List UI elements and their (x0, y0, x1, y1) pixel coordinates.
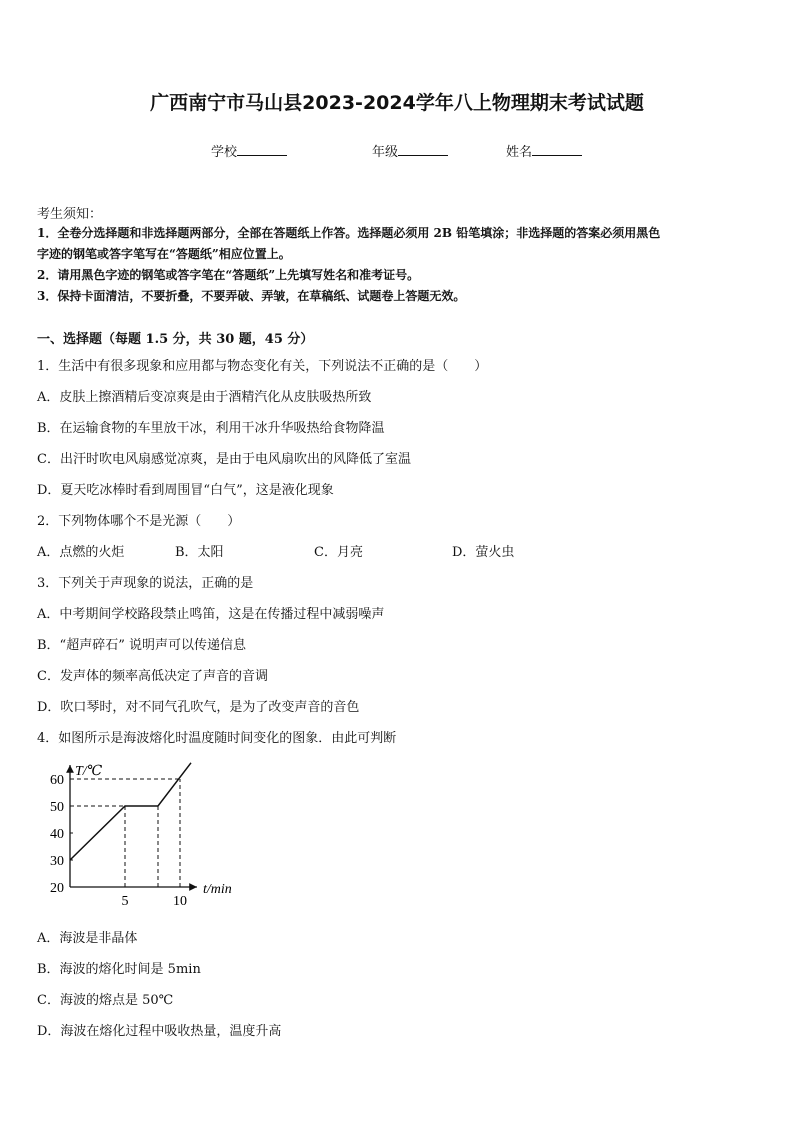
q3-stem: 3．下列关于声现象的说法，正确的是 (37, 576, 254, 591)
q1-option-a[interactable]: A．皮肤上擦酒精后变凉爽是由于酒精汽化从皮肤吸热所致 (37, 390, 372, 405)
y-tick-label: 50 (50, 800, 64, 815)
q4-option-b[interactable]: B．海波的熔化时间是 5min (37, 962, 201, 977)
q4-option-d[interactable]: D．海波在熔化过程中吸收热量，温度升高 (37, 1024, 282, 1039)
notice-line-1a: 1．全卷分选择题和非选择题两部分，全部在答题纸上作答。选择题必须用 2B 铅笔填涂；非选择题的答案必须用黑色 (37, 226, 661, 240)
q1-option-d[interactable]: D．夏天吃冰棒时看到周围冒“白气”，这是液化现象 (37, 483, 334, 498)
y-tick-label: 30 (50, 854, 64, 869)
name-blank[interactable] (532, 142, 582, 156)
q2-option-b[interactable]: B．太阳 (175, 545, 224, 560)
grade-label: 年级 (372, 145, 399, 160)
notice-line-3: 3．保持卡面清洁，不要折叠，不要弄破、弄皱，在草稿纸、试题卷上答题无效。 (37, 289, 466, 303)
notice-line-1b: 字迹的钢笔或答字笔写在“答题纸”相应位置上。 (37, 247, 291, 261)
melting-chart (30, 757, 250, 907)
y-tick-label: 40 (50, 827, 64, 842)
x-axis-label: t/min (203, 882, 232, 897)
school-label: 学校 (211, 145, 238, 160)
notice-line-2: 2．请用黑色字迹的钢笔或答字笔在“答题纸”上先填写姓名和准考证号。 (37, 268, 420, 282)
notice-heading: 考生须知： (37, 207, 103, 222)
q3-option-b[interactable]: B．“超声碎石” 说明声可以传递信息 (37, 638, 246, 653)
q2-stem: 2．下列物体哪个不是光源（ ） (37, 514, 241, 529)
q4-stem: 4．如图所示是海波熔化时温度随时间变化的图象．由此可判断 (37, 731, 397, 746)
q2-option-d[interactable]: D．萤火虫 (452, 545, 515, 560)
section-heading: 一、选择题（每题 1.5 分，共 30 题，45 分） (37, 332, 314, 347)
y-tick-label: 60 (50, 773, 64, 788)
name-field (506, 141, 582, 160)
name-label: 姓名 (506, 145, 533, 160)
school-blank[interactable] (237, 142, 287, 156)
q2-option-c[interactable]: C．月亮 (314, 545, 363, 560)
x-tick-label: 5 (121, 894, 129, 907)
q3-option-d[interactable]: D．吹口琴时，对不同气孔吹气，是为了改变声音的音色 (37, 700, 360, 715)
q1-option-c[interactable]: C．出汗时吹电风扇感觉凉爽，是由于电风扇吹出的风降低了室温 (37, 452, 411, 467)
grade-blank[interactable] (398, 142, 448, 156)
q4-option-c[interactable]: C．海波的熔点是 50℃ (37, 993, 174, 1008)
school-field (211, 141, 287, 160)
page-title: 广西南宁市马山县2023-2024学年八上物理期末考试试题 (150, 92, 644, 114)
y-tick-label: 20 (50, 881, 64, 896)
q1-option-b[interactable]: B．在运输食物的车里放干冰，利用干冰升华吸热给食物降温 (37, 421, 385, 436)
grade-field (372, 141, 448, 160)
q4-option-a[interactable]: A．海波是非晶体 (37, 931, 138, 946)
x-tick-label: 10 (173, 894, 187, 907)
q2-option-a[interactable]: A．点燃的火炬 (37, 545, 125, 560)
q3-option-c[interactable]: C．发声体的频率高低决定了声音的音调 (37, 669, 268, 684)
q1-stem: 1．生活中有很多现象和应用都与物态变化有关，下列说法不正确的是（ ） (37, 359, 488, 374)
y-axis-label: T/℃ (75, 764, 103, 779)
q3-option-a[interactable]: A．中考期间学校路段禁止鸣笛，这是在传播过程中减弱噪声 (37, 607, 385, 622)
